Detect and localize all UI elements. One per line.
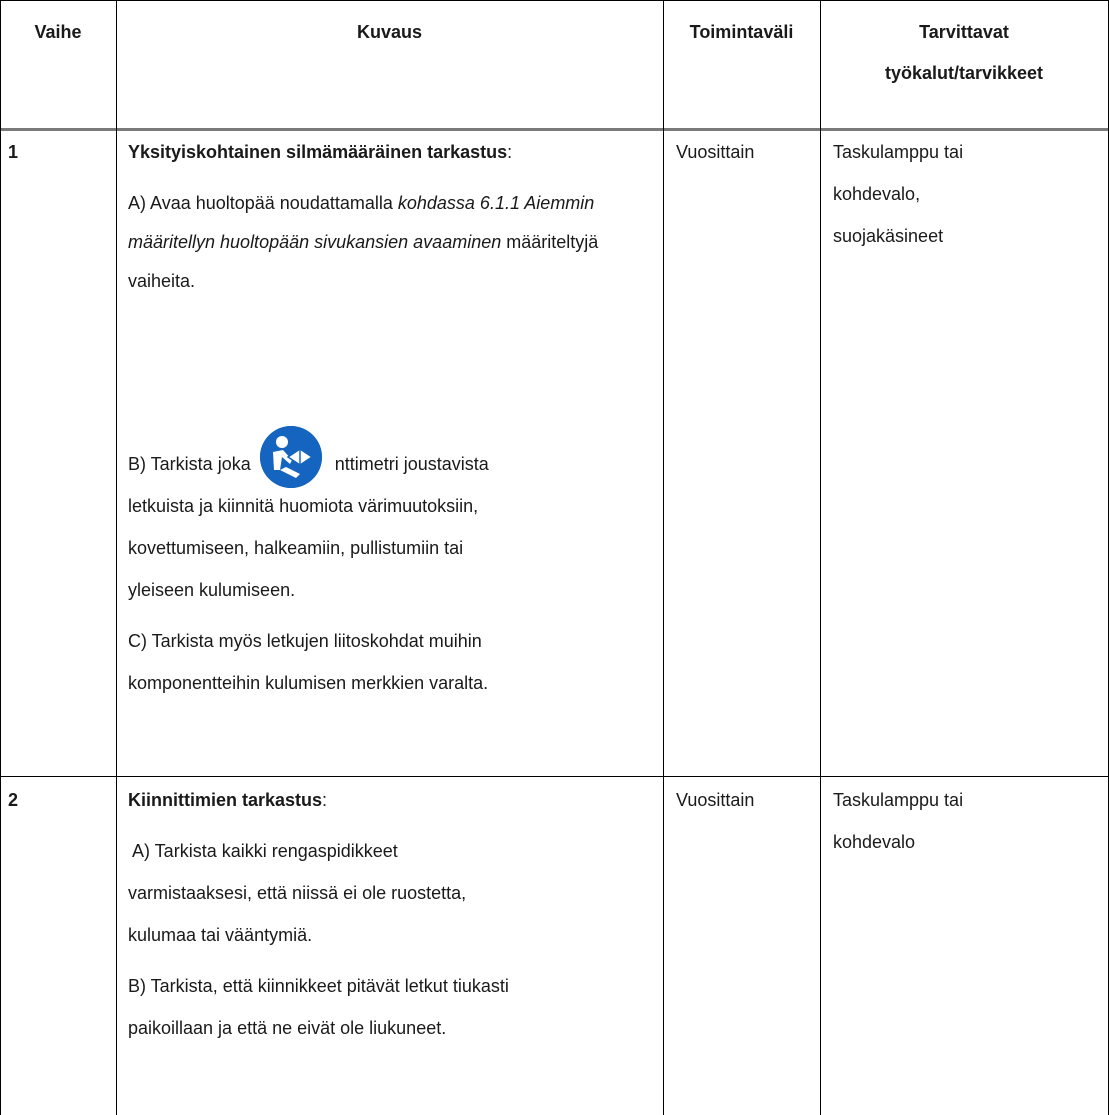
header-tarvittavat (820, 13, 1108, 93)
table-top-border (0, 0, 1109, 1)
read-manual-icon (260, 426, 322, 488)
row2-tools-line1: Taskulamppu tai (833, 790, 964, 810)
row1-c-line1: C) Tarkista myös letkujen liitoskohdat muihin (128, 631, 482, 651)
row2-tools (833, 781, 1103, 862)
header-vaihe: Vaihe (34, 22, 82, 42)
row2-b-line1: B) Tarkista, että kiinnikkeet pitävät letkut tiukasti (128, 976, 509, 996)
header-bottom-border (0, 128, 1109, 131)
row2-b-line2: paikoillaan ja että ne eivät ole liukuneet. (128, 1018, 447, 1038)
row1-step-a (128, 184, 658, 301)
row2-title-line (128, 781, 658, 820)
col-border-4 (820, 0, 821, 1115)
col-border-2 (116, 0, 117, 1115)
row1-a-suffix: määriteltyjä vaiheita. (128, 232, 599, 291)
header-kuvaus: Kuvaus (356, 22, 423, 42)
row1-a-reference: kohdassa 6.1.1 Aiemmin määritellyn huoltopään sivukansien avaaminen (128, 193, 595, 252)
row1-step-b-line1 (128, 445, 658, 484)
row1-description (128, 133, 658, 301)
row2-a-line3: kulumaa tai vääntymiä. (128, 925, 313, 945)
row1-b-after-icon: nttimetri joustavista (334, 454, 489, 474)
col-border-1 (0, 0, 1, 1115)
row2-title-suffix: : (322, 790, 328, 810)
row1-title: Yksityiskohtainen silmämääräinen tarkastus (128, 142, 508, 162)
row2-tools-line2: kohdevalo (833, 832, 916, 852)
row2-step: 2 (8, 790, 19, 810)
row1-tools-line3: suojakäsineet (833, 226, 944, 246)
row2-description (128, 781, 658, 1048)
row1-a-prefix: A) Avaa huoltopää noudattamalla (128, 193, 398, 213)
row1-title-line (128, 133, 658, 172)
row1-step: 1 (8, 142, 19, 162)
row1-tools-line1: Taskulamppu tai (833, 142, 964, 162)
col-border-3 (663, 0, 664, 1115)
row2-a-line1: A) Tarkista kaikki rengaspidikkeet (128, 841, 398, 861)
row2-title: Kiinnittimien tarkastus (128, 790, 323, 810)
row1-interval: Vuosittain (676, 142, 755, 162)
row2-interval: Vuosittain (676, 790, 755, 810)
row1-b-line3: kovettumiseen, halkeamiin, pullistumiin tai (128, 538, 464, 558)
row1-b-line4: yleiseen kulumiseen. (128, 580, 296, 600)
row1-b-before-icon: B) Tarkista joka (128, 454, 251, 474)
row1-c-line2: komponentteihin kulumisen merkkien varalta. (128, 673, 489, 693)
row1-tools-line2: kohdevalo, (833, 184, 921, 204)
row1-b-line2: letkuista ja kiinnitä huomiota värimuutoksiin, (128, 496, 479, 516)
header-tarvittavat-line2: työkalut/tarvikkeet (884, 63, 1044, 83)
row1-step-b-rest (128, 487, 658, 703)
row1-tools (833, 133, 1103, 256)
row1-title-suffix: : (507, 142, 513, 162)
header-toimintavali: Toimintaväli (689, 22, 794, 42)
header-tarvittavat-line1: Tarvittavat (919, 22, 1009, 42)
row1-bottom-border (0, 776, 1109, 777)
row2-a-line2: varmistaaksesi, että niissä ei ole ruostetta, (128, 883, 467, 903)
